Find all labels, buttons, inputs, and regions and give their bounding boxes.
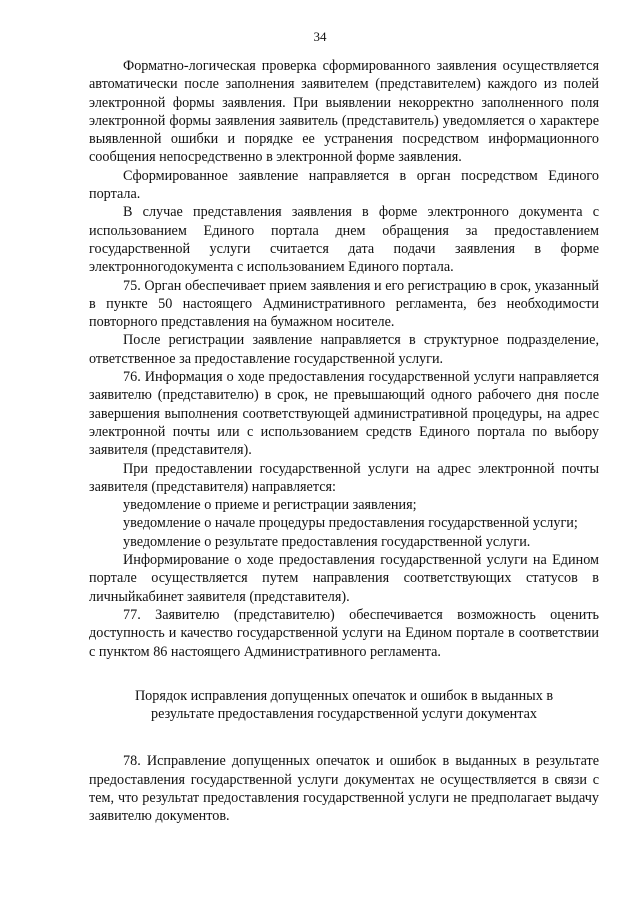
paragraph-electronic-document: В случае представления заявления в форме электронного документа с использованием Единого портала днем обращения за предоставлением государственной услуги считается дата подачи заявления в форме электронногодокумента с использованием Единого портала. [89, 204, 599, 276]
paragraph-item-78: 78. Исправление допущенных опечаток и ошибок в выданных в результате предоставления государственной услуги документах не осуществляется в связи с тем, что результат предоставления государственной услуги не предполагает выдачу заявителю документов. [89, 753, 599, 825]
paragraph-after-registration: После регистрации заявление направляется в структурное подразделение, ответственное за предоставление государственной услуги. [89, 332, 599, 367]
page-number: 34 [313, 29, 327, 44]
list-item-notification-start: уведомление о начале процедуры предоставления государственной услуги; [123, 515, 578, 532]
paragraph-item-77: 77. Заявителю (представителю) обеспечивается возможность оценить доступность и качество государственной услуги на Едином портале в соответствии с пунктом 86 настоящего Административного регламента. [89, 606, 599, 660]
paragraph-email-notifications-intro: При предоставлении государственной услуги на адрес электронной почты заявителя (представителя) направляется: [89, 460, 599, 495]
paragraph-format-check: Форматно-логическая проверка сформированного заявления осуществляется автоматически после заполнения заявителем (представителем) каждого из полей электронной формы заявления. При выявлении некорректно заполненного поля электронной формы заявления заявитель (представитель) уведомляется о характере выявленной ошибки и порядке ее устранения посредством информационного сообщения непосредственно в электронной форме заявления. [89, 58, 599, 166]
paragraph-sent-to-organ: Сформированное заявление направляется в орган посредством Единого портала. [89, 167, 599, 203]
section-heading: Порядок исправления допущенных опечаток и ошибок в выданных в результате предоставления государственной услуги документах [134, 687, 554, 723]
document-body [89, 57, 599, 826]
paragraph-item-75: 75. Орган обеспечивает прием заявления и его регистрацию в срок, указанный в пункте 50 настоящего Административного регламента, без необходимости повторного представления на бумажном носителе. [89, 277, 599, 331]
paragraph-item-76: 76. Информация о ходе предоставления государственной услуги направляется заявителю (представителю) в срок, не превышающий одного рабочего дня после завершения выполнения соответствующей административной процедуры, на адрес электронной почты или с использованием средств Единого портала по выбору заявителя (представителя). [89, 369, 599, 459]
list-item-notification-registration: уведомление о приеме и регистрации заявления; [123, 497, 417, 514]
paragraph-portal-statuses: Информирование о ходе предоставления государственной услуги на Едином портале осуществляется путем направления соответствующих статусов в личныйкабинет заявителя (представителя). [89, 552, 599, 605]
list-item-notification-result: уведомление о результате предоставления государственной услуги. [123, 533, 531, 550]
